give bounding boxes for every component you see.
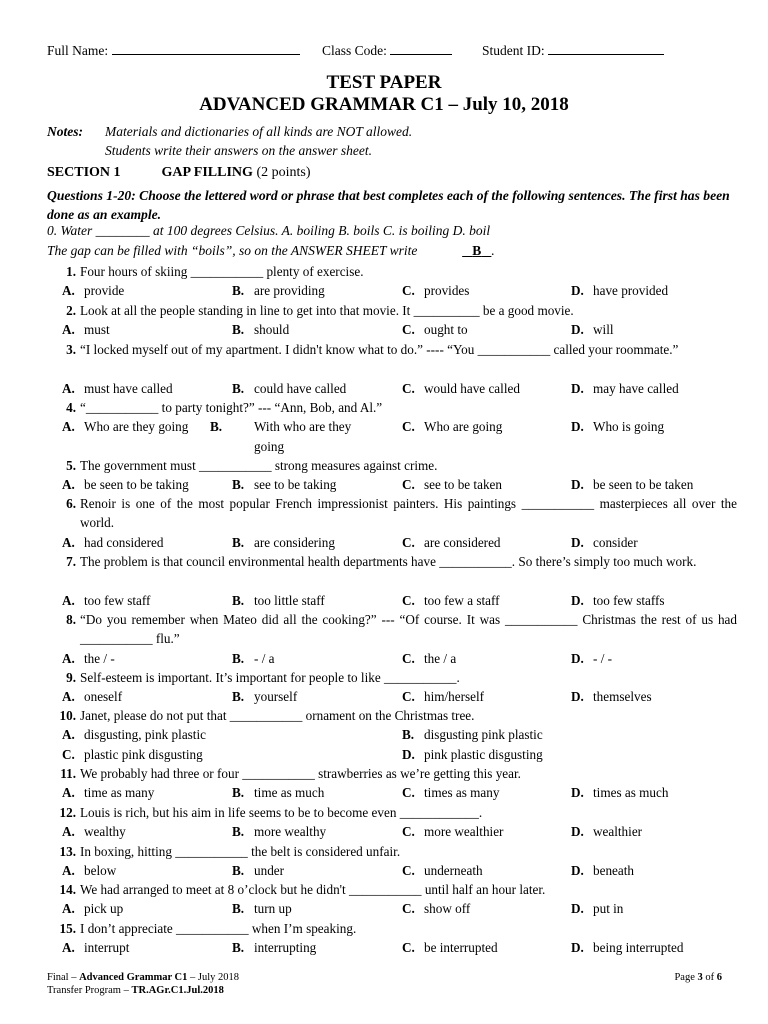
option-text: are considered <box>424 534 501 550</box>
question-14 <box>47 880 737 899</box>
option-text: him/herself <box>424 689 485 705</box>
question-text: I don’t appreciate ___________ when I’m speaking. <box>80 921 357 936</box>
class-code-label: Class Code: <box>322 43 387 58</box>
option-letter: A. <box>62 824 75 840</box>
notes-line-1: Materials and dictionaries of all kinds are NOT allowed. <box>105 124 413 139</box>
option-letter: B. <box>232 863 245 879</box>
option-letter: C. <box>402 534 415 550</box>
option-letter: C. <box>402 824 415 840</box>
full-name-label: Full Name: <box>47 43 109 58</box>
option-b <box>232 822 326 841</box>
option-text: plastic pink disgusting <box>84 746 203 762</box>
option-text: interrupting <box>254 940 317 956</box>
option-letter: A. <box>62 901 75 917</box>
option-d <box>571 320 614 339</box>
option-letter: C. <box>402 785 415 801</box>
option-letter: C. <box>402 283 415 299</box>
question-5 <box>47 456 737 475</box>
option-letter: C. <box>402 322 415 338</box>
option-text: be interrupted <box>424 940 498 956</box>
option-letter: C. <box>402 940 415 956</box>
option-letter: C. <box>62 746 75 762</box>
option-letter: A. <box>62 650 75 666</box>
option-letter: B. <box>232 650 245 666</box>
example-line: 0. Water ________ at 100 degrees Celsius. A. boiling B. boils C. is boiling D. boil <box>47 223 491 238</box>
option-c <box>402 320 468 339</box>
option-d <box>571 591 665 610</box>
section-name: SECTION 1 <box>47 165 121 180</box>
option-d <box>571 783 668 802</box>
option-text: below <box>84 863 117 879</box>
option-letter: B. <box>232 380 245 396</box>
option-d <box>402 745 543 764</box>
option-d <box>571 687 652 706</box>
option-letter: C. <box>402 380 415 396</box>
question-1 <box>47 262 737 281</box>
option-text: themselves <box>593 689 652 705</box>
notes <box>47 124 83 140</box>
option-c <box>402 591 500 610</box>
option-letter: D. <box>571 534 584 550</box>
option-c <box>402 417 502 436</box>
option-letter: D. <box>571 477 584 493</box>
option-letter: A. <box>62 689 75 705</box>
option-c <box>62 745 203 764</box>
question-number: 9. <box>66 670 76 685</box>
option-letter: D. <box>571 419 584 435</box>
option-letter: D. <box>571 592 584 608</box>
page-number: 3 <box>697 972 703 983</box>
option-text: too few a staff <box>424 592 500 608</box>
notes-label: Notes: <box>47 124 83 139</box>
full-name-field <box>47 42 300 59</box>
question-text: We probably had three or four ___________ strawberries as we’re getting this year. <box>80 766 521 781</box>
notes-line-2: Students write their answers on the answer sheet. <box>105 143 372 158</box>
option-d <box>571 417 664 436</box>
option-d <box>571 649 612 668</box>
option-text: disgusting, pink plastic <box>84 727 206 743</box>
question-6 <box>47 494 737 533</box>
option-letter: B. <box>232 592 245 608</box>
option-letter: D. <box>571 824 584 840</box>
option-text: have provided <box>593 283 669 299</box>
option-d <box>571 475 693 494</box>
option-b <box>232 861 284 880</box>
question-text: Janet, please do not put that ___________ ornament on the Christmas tree. <box>80 708 475 723</box>
question-4 <box>47 398 737 417</box>
option-a <box>62 320 110 339</box>
option-letter: A. <box>62 940 75 956</box>
option-c <box>402 861 483 880</box>
option-letter: C. <box>402 650 415 666</box>
option-a <box>62 725 206 744</box>
option-letter: B. <box>232 283 245 299</box>
option-a <box>62 475 189 494</box>
option-c <box>402 281 469 300</box>
option-text: are providing <box>254 283 325 299</box>
option-d <box>571 899 623 918</box>
paper-title: TEST PAPER <box>326 72 442 93</box>
option-d <box>571 533 638 552</box>
question-8 <box>47 610 737 649</box>
option-letter: D. <box>571 863 584 879</box>
option-c <box>402 899 470 918</box>
option-letter: D. <box>571 689 584 705</box>
option-b <box>232 379 346 398</box>
option-text: Who is going <box>593 419 665 435</box>
question-text: Look at all the people standing in line to get into that movie. It __________ be a good movie. <box>80 303 574 318</box>
paper-subtitle: ADVANCED GRAMMAR C1 – July 10, 2018 <box>199 94 569 115</box>
question-2 <box>47 301 737 320</box>
option-letter: A. <box>62 592 75 608</box>
option-a <box>62 591 150 610</box>
option-letter: D. <box>571 901 584 917</box>
option-text: show off <box>424 901 471 917</box>
option-letter: C. <box>402 689 415 705</box>
option-text: interrupt <box>84 940 130 956</box>
option-text: disgusting pink plastic <box>424 727 543 743</box>
option-text: turn up <box>254 901 292 917</box>
option-text: see to be taking <box>254 477 337 493</box>
question-3 <box>47 340 737 359</box>
option-letter: B. <box>232 785 245 801</box>
option-letter: D. <box>571 322 584 338</box>
question-text: “I locked myself out of my apartment. I didn't know what to do.” ---- “You ___________ called your roommate.” <box>80 342 679 357</box>
option-letter: A. <box>62 727 75 743</box>
option-letter: C. <box>402 592 415 608</box>
option-letter: C. <box>402 863 415 879</box>
option-letter: A. <box>62 863 75 879</box>
question-number: 11. <box>60 766 76 781</box>
option-letter: D. <box>402 746 415 762</box>
option-b <box>232 475 336 494</box>
option-letter: B. <box>210 419 223 435</box>
option-b <box>232 938 316 957</box>
question-text: Renoir is one of the most popular French impressionist painters. His paintings ___________ masterpieces all over the world. <box>80 496 737 531</box>
option-a <box>62 379 173 398</box>
question-number: 8. <box>66 612 76 627</box>
option-letter: B. <box>232 477 245 493</box>
footer-page: Page 3 of 6 <box>674 972 722 983</box>
footer-code: TR.AGr.C1.Jul.2018 <box>131 985 224 996</box>
option-c <box>402 533 501 552</box>
option-letter: D. <box>571 283 584 299</box>
question-15 <box>47 919 737 938</box>
option-b <box>232 687 297 706</box>
option-letter: D. <box>571 380 584 396</box>
option-text: the / - <box>84 650 115 666</box>
option-text: too few staff <box>84 592 151 608</box>
student-id-label: Student ID: <box>482 43 545 58</box>
option-a <box>62 899 123 918</box>
option-text: Who are going <box>424 419 503 435</box>
option-b <box>232 320 289 339</box>
option-text: time as much <box>254 785 325 801</box>
student-id-blank <box>548 42 664 55</box>
option-text: will <box>593 322 614 338</box>
option-letter: A. <box>62 419 75 435</box>
section-heading <box>47 165 311 181</box>
option-letter: C. <box>402 419 415 435</box>
option-letter: A. <box>62 477 75 493</box>
option-text: must <box>84 322 110 338</box>
option-text: put in <box>593 901 624 917</box>
question-10 <box>47 706 737 725</box>
option-text: too little staff <box>254 592 325 608</box>
option-b <box>232 281 325 300</box>
question-number: 10. <box>59 708 76 723</box>
question-number: 3. <box>66 342 76 357</box>
option-b <box>232 649 275 668</box>
full-name-blank <box>112 42 300 55</box>
option-letter: B. <box>232 322 245 338</box>
option-letter: D. <box>571 785 584 801</box>
option-text: Who are they going <box>84 419 189 435</box>
example-explain: The gap can be filled with “boils”, so on the ANSWER SHEET write B . <box>47 243 495 258</box>
option-letter: B. <box>232 901 245 917</box>
option-text: oneself <box>84 689 123 705</box>
option-b <box>402 725 543 744</box>
option-text: time as many <box>84 785 155 801</box>
question-number: 14. <box>59 882 76 897</box>
option-c <box>402 783 499 802</box>
footer-course: Advanced Grammar C1 <box>79 972 188 983</box>
option-text: wealthier <box>593 824 643 840</box>
option-letter: B. <box>232 940 245 956</box>
question-text: Four hours of skiing ___________ plenty of exercise. <box>80 264 364 279</box>
option-text: more wealthier <box>424 824 504 840</box>
option-text: pick up <box>84 901 124 917</box>
option-c <box>402 649 456 668</box>
option-text: could have called <box>254 380 347 396</box>
question-number: 7. <box>66 554 76 569</box>
option-text: under <box>254 863 285 879</box>
option-text: wealthy <box>84 824 126 840</box>
option-d <box>571 822 642 841</box>
option-letter: D. <box>571 650 584 666</box>
question-text: In boxing, hitting ___________ the belt is considered unfair. <box>80 844 401 859</box>
question-number: 4. <box>66 400 76 415</box>
question-text: “___________ to party tonight?” --- “Ann, Bob, and Al.” <box>80 400 383 415</box>
option-text: ought to <box>424 322 468 338</box>
class-code-blank <box>390 42 452 55</box>
option-text: times as much <box>593 785 669 801</box>
question-number: 2. <box>66 303 76 318</box>
option-text: had considered <box>84 534 164 550</box>
option-text: be seen to be taken <box>593 477 694 493</box>
section-points: (2 points) <box>256 165 311 180</box>
option-text: being interrupted <box>593 940 684 956</box>
option-a <box>62 649 115 668</box>
option-letter: A. <box>62 380 75 396</box>
question-text: We had arranged to meet at 8 o’clock but he didn't ___________ until half an hour later. <box>80 882 546 897</box>
option-text: provides <box>424 283 470 299</box>
option-text: are considering <box>254 534 335 550</box>
question-text: The problem is that council environmental health departments have ___________. So there’s simply too much work. <box>80 554 697 569</box>
option-text: more wealthy <box>254 824 327 840</box>
option-text: beneath <box>593 863 635 879</box>
option-text: the / a <box>424 650 457 666</box>
footer-left: Final – Advanced Grammar C1 – July 2018 Transfer Program – TR.AGr.C1.Jul.2018 <box>47 972 240 996</box>
option-a <box>62 687 122 706</box>
question-text: The government must ___________ strong measures against crime. <box>80 458 438 473</box>
option-letter: B. <box>232 689 245 705</box>
student-id-field <box>482 42 664 59</box>
option-a <box>62 938 129 957</box>
option-text: too few staffs <box>593 592 665 608</box>
option-text: times as many <box>424 785 500 801</box>
option-d <box>571 281 668 300</box>
option-letter: A. <box>62 322 75 338</box>
question-11 <box>47 764 737 783</box>
question-text: “Do you remember when Mateo did all the cooking?” --- “Of course. It was ___________ Christmas the rest of us had ___________ flu.” <box>80 612 737 647</box>
option-b <box>232 899 292 918</box>
option-letter: D. <box>571 940 584 956</box>
option-b <box>210 417 384 456</box>
option-letter: A. <box>62 534 75 550</box>
question-9 <box>47 668 737 687</box>
option-d <box>571 861 634 880</box>
option-d <box>571 379 679 398</box>
option-text: With who are they going <box>254 419 352 454</box>
option-a <box>62 533 163 552</box>
option-b <box>232 533 335 552</box>
option-b <box>232 591 325 610</box>
section-title: GAP FILLING <box>161 165 253 180</box>
question-7 <box>47 552 737 571</box>
question-number: 5. <box>66 458 76 473</box>
option-text: should <box>254 322 290 338</box>
option-text: must have called <box>84 380 173 396</box>
option-text: - / - <box>593 650 613 666</box>
option-letter: B. <box>232 824 245 840</box>
option-letter: A. <box>62 283 75 299</box>
option-text: be seen to be taking <box>84 477 189 493</box>
question-13 <box>47 842 737 861</box>
option-a <box>62 822 126 841</box>
option-c <box>402 475 502 494</box>
question-text: Self-esteem is important. It’s important for people to like ___________. <box>80 670 460 685</box>
option-text: pink plastic disgusting <box>424 746 543 762</box>
option-c <box>402 938 498 957</box>
option-letter: C. <box>402 901 415 917</box>
question-12 <box>47 803 737 822</box>
question-text: Louis is rich, but his aim in life seems to be to become even ____________. <box>80 805 483 820</box>
question-number: 15. <box>59 921 76 936</box>
option-text: consider <box>593 534 638 550</box>
option-letter: B. <box>402 727 415 743</box>
option-a <box>62 861 116 880</box>
option-c <box>402 687 484 706</box>
option-text: would have called <box>424 380 520 396</box>
option-c <box>402 822 503 841</box>
question-number: 6. <box>66 496 76 511</box>
option-text: may have called <box>593 380 679 396</box>
option-letter: A. <box>62 785 75 801</box>
example-answer: B <box>472 243 482 258</box>
option-letter: C. <box>402 477 415 493</box>
option-text: provide <box>84 283 125 299</box>
section-instruction: Questions 1-20: Choose the lettered word or phrase that best completes each of the following sentences. The first has been done as an example. <box>47 188 730 222</box>
page-total: 6 <box>716 972 722 983</box>
option-b <box>232 783 324 802</box>
class-code-field <box>322 42 452 59</box>
option-a <box>62 417 188 436</box>
question-number: 13. <box>59 844 76 859</box>
question-number: 1. <box>66 264 76 279</box>
option-text: yourself <box>254 689 298 705</box>
option-letter: B. <box>232 534 245 550</box>
option-text: - / a <box>254 650 275 666</box>
option-text: underneath <box>424 863 483 879</box>
option-a <box>62 783 154 802</box>
question-number: 12. <box>59 805 76 820</box>
option-a <box>62 281 124 300</box>
option-c <box>402 379 520 398</box>
option-text: see to be taken <box>424 477 502 493</box>
option-d <box>571 938 683 957</box>
